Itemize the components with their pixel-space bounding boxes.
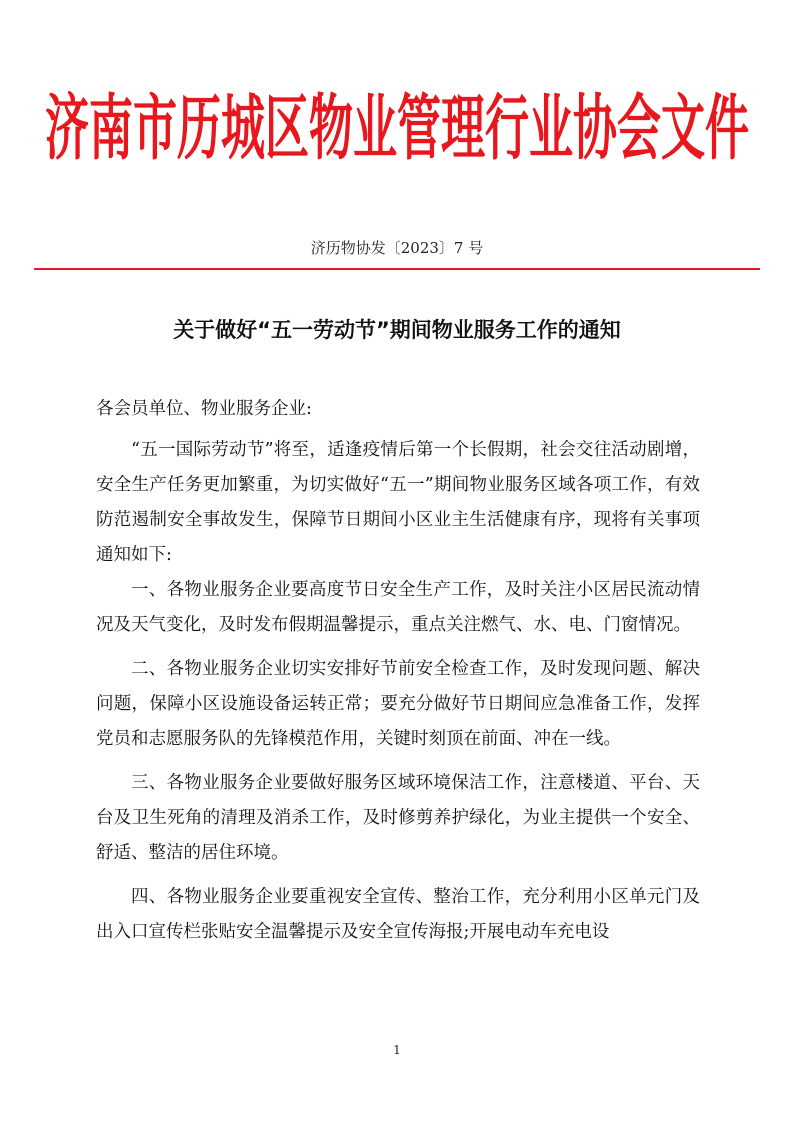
red-divider-line — [34, 268, 760, 270]
salutation: 各会员单位、物业服务企业: — [96, 399, 312, 419]
paragraph-intro: “五一国际劳动节”将至，适逢疫情后第一个长假期，社会交往活动剧增，安全生产任务更加繁重，为切实做好“五一”期间物业服务区域各项工作，有效防范遏制安全事故发生，保障节日期间小区业主生活健康有序，现将有关事项通知如下: — [96, 440, 700, 565]
masthead-text: 济南市历城区物业管理行业协会文件 — [45, 87, 749, 171]
page-number: 1 — [393, 1043, 401, 1057]
paragraph-item-3: 三、各物业服务企业要做好服务区域环境保洁工作，注意楼道、平台、天台及卫生死角的清理及消杀工作，及时修剪养护绿化，为业主提供一个安全、舒适、整洁的居住环境。 — [96, 773, 700, 863]
paragraph-item-4: 四、各物业服务企业要重视安全宣传、整治工作，充分利用小区单元门及出入口宣传栏张贴安全温馨提示及安全宣传海报;开展电动车充电设 — [96, 887, 700, 942]
document-number: 济历物协发〔2023〕7 号 — [310, 239, 484, 257]
paragraph-item-2: 二、各物业服务企业切实安排好节前安全检查工作，及时发现问题、解决问题，保障小区设施设备运转正常；要充分做好节日期间应急准备工作，发挥党员和志愿服务队的先锋模范作用，关键时刻顶在前面、冲在一线。 — [96, 659, 700, 749]
notice-title: 关于做好“五一劳动节”期间物业服务工作的通知 — [173, 318, 621, 342]
paragraph-item-1: 一、各物业服务企业要高度节日安全生产工作，及时关注小区居民流动情况及天气变化，及时发布假期温馨提示，重点关注燃气、水、电、门窗情况。 — [96, 580, 700, 635]
document-masthead-title — [0, 87, 794, 171]
notice-body — [96, 392, 700, 950]
